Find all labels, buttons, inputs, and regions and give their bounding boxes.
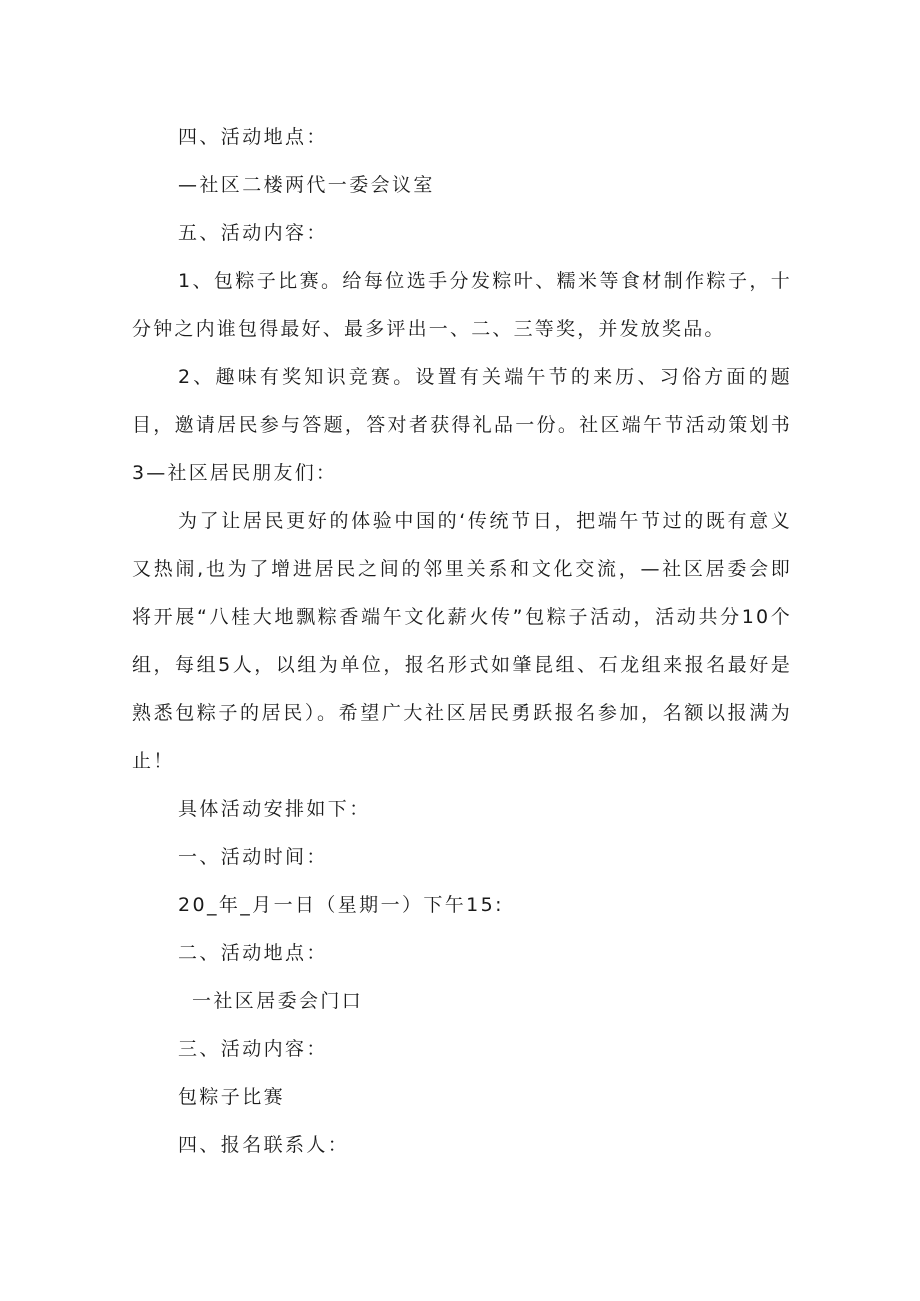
content-item-1: 1、包粽子比赛。给每位选手分发粽叶、糯米等食材制作粽子，十分钟之内谁包得最好、最多评出一、二、三等奖，并发放奖品。 xyxy=(132,270,792,340)
section-heading-content: 五、活动内容： xyxy=(178,222,328,244)
location-text: —社区二楼两代一委会议室 xyxy=(178,174,435,196)
content-text-2: 包粽子比赛 xyxy=(178,1086,286,1108)
section-heading-content-2: 三、活动内容： xyxy=(178,1038,328,1060)
content-item-2: 2、趣味有奖知识竞赛。设置有关端午节的来历、习俗方面的题目，邀请居民参与答题，答对者获得礼品一份。社区端午节活动策划书3—社区居民朋友们： xyxy=(132,366,792,484)
document-body xyxy=(132,113,792,1169)
notice-paragraph: 为了让居民更好的体验中国的‘传统节日，把端午节过的既有意义又热闹,也为了增进居民之间的邻里关系和文化交流，—社区居委会即将开展“八桂大地飘粽香端午文化薪火传”包粽子活动，活动共分10个组，每组5人，以组为单位，报名形式如肇昆组、石龙组来报名最好是熟悉包粽子的居民）。希望广大社区居民勇跃报名参加，名额以报满为止！ xyxy=(132,510,792,772)
section-heading-contact: 四、报名联系人： xyxy=(178,1134,350,1156)
location-text-2: 一社区居委会门口 xyxy=(192,990,364,1012)
section-heading-time: 一、活动时间： xyxy=(178,846,328,868)
section-heading-location-2: 二、活动地点： xyxy=(178,942,328,964)
schedule-intro: 具体活动安排如下： xyxy=(178,798,371,820)
section-heading-location: 四、活动地点： xyxy=(178,126,328,148)
time-text: 20_年_月一日（星期一）下午15: xyxy=(178,894,504,916)
